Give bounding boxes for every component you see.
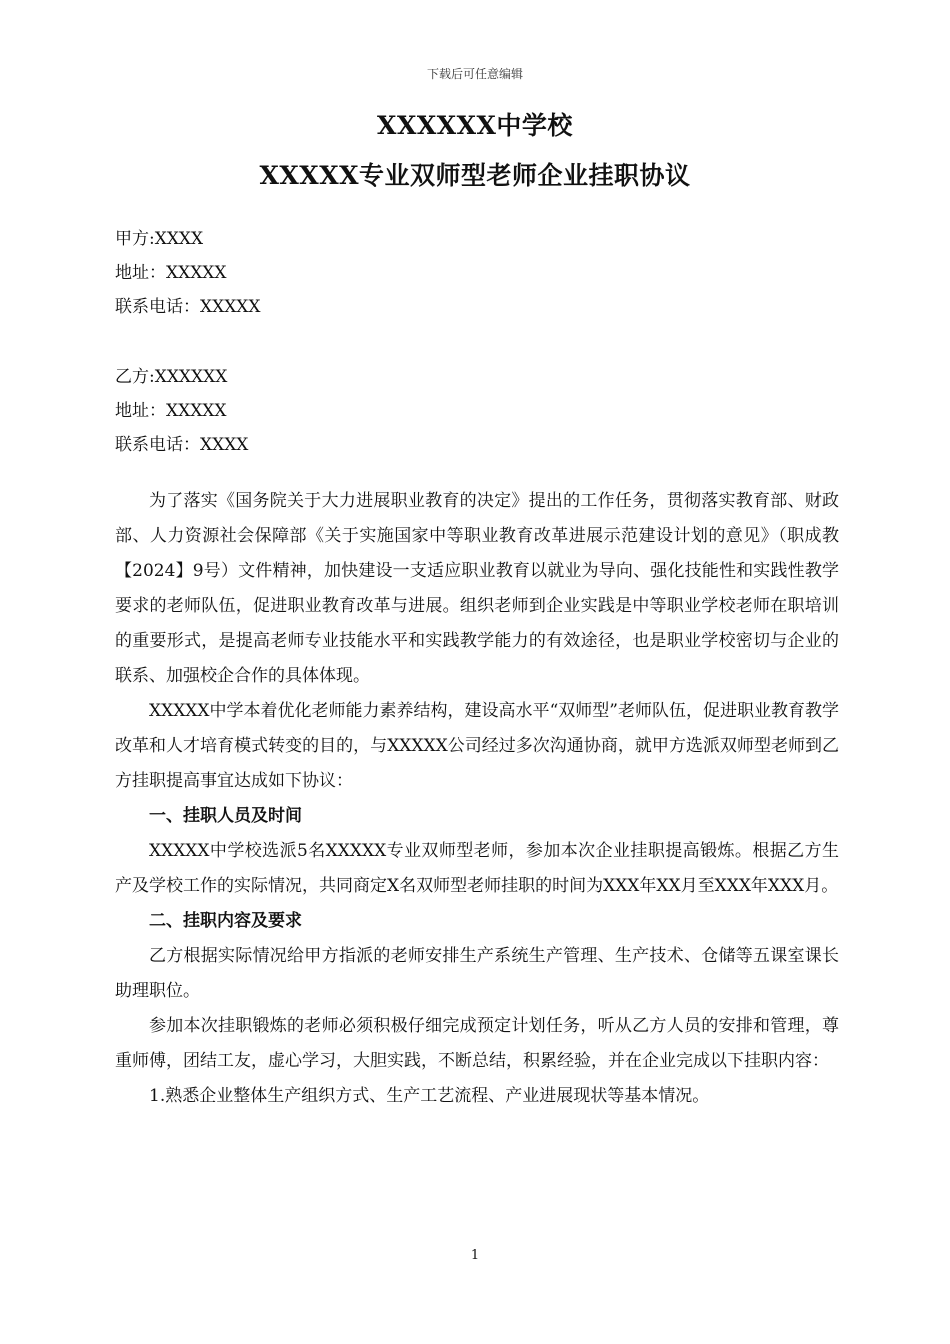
section-heading-content: 二、挂职内容及要求 <box>149 911 302 931</box>
agreement-body <box>115 484 839 1114</box>
paragraph-positions: 乙方根据实际情况给甲方指派的老师安排生产系统生产管理、生产技术、仓储等五课室课长助理职位。 <box>115 946 839 1001</box>
document-title-school: XXXXXX中学校 <box>377 111 573 140</box>
document-title-agreement: XXXXX专业双师型老师企业挂职协议 <box>259 161 691 190</box>
party-a-phone: 联系电话：XXXXX <box>115 297 261 317</box>
paragraph-intent: XXXXX中学本着优化老师能力素养结构，建设高水平“双师型”老师队伍，促进职业教育教学改革和人才培育模式转变的目的，与XXXXX公司经过多次沟通协商，就甲方选派双师型老师到乙方挂职提高事宜达成如下协议： <box>115 701 839 791</box>
page-number: 1 <box>470 1248 480 1263</box>
page-header: 下载后可任意编辑 <box>426 67 523 81</box>
paragraph-requirements: 参加本次挂职锻炼的老师必须积极仔细完成预定计划任务，听从乙方人员的安排和管理，尊重师傅，团结工友，虚心学习，大胆实践，不断总结，积累经验，并在企业完成以下挂职内容： <box>115 1016 839 1071</box>
party-b-name: 乙方:XXXXXX <box>115 367 228 387</box>
party-a-address: 地址：XXXXX <box>115 263 227 283</box>
section-heading-personnel: 一、挂职人员及时间 <box>149 806 302 826</box>
party-a-name: 甲方:XXXX <box>115 229 204 249</box>
paragraph-purpose: 为了落实《国务院关于大力进展职业教育的决定》提出的工作任务，贯彻落实教育部、财政部、人力资源社会保障部《关于实施国家中等职业教育改革进展示范建设计划的意见》（职成教【2024】9号）文件精神，加快建设一支适应职业教育以就业为导向、强化技能性和实践性教学要求的老师队伍，促进职业教育改革与进展。组织老师到企业实践是中等职业学校老师在职培训的重要形式，是提高老师专业技能水平和实践教学能力的有效途径，也是职业学校密切与企业的联系、加强校企合作的具体体现。 <box>115 491 839 686</box>
list-item-1: 1.熟悉企业整体生产组织方式、生产工艺流程、产业进展现状等基本情况。 <box>149 1086 710 1106</box>
party-b-phone: 联系电话：XXXX <box>115 435 249 455</box>
paragraph-personnel: XXXXX中学校选派5名XXXXX专业双师型老师，参加本次企业挂职提高锻炼。根据乙方生产及学校工作的实际情况，共同商定X名双师型老师挂职的时间为XXX年XX月至XXX年XXX月。 <box>115 841 839 896</box>
party-b-address: 地址：XXXXX <box>115 401 227 421</box>
